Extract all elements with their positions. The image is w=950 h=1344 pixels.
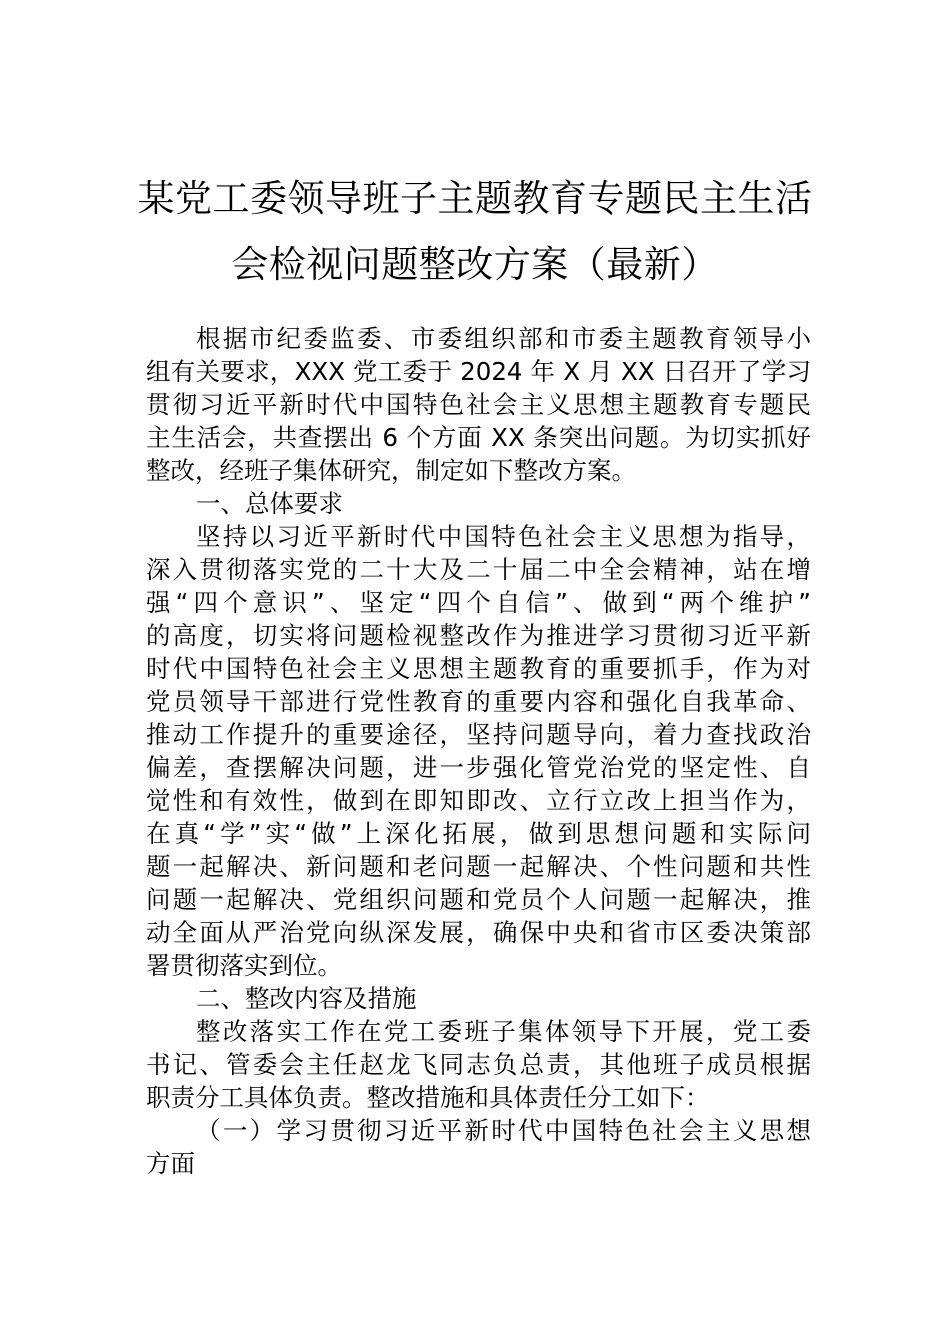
text-line: 动全面从严治党向纵深发展，确保中央和省市区委决策部 (146, 918, 811, 947)
heading-text: 二、整改内容及措施 (196, 984, 417, 1013)
section-heading-2 (146, 982, 811, 1015)
paragraph-general-requirements (146, 520, 811, 982)
text-line: 问题一起解决、党组织问题和党员个人问题一起解决，推 (146, 885, 811, 914)
text-line: 坚持以习近平新时代中国特色社会主义思想为指导， (196, 522, 811, 551)
text-line: 深入贯彻落实党的二十大及二十届二中全会精神，站在增 (146, 555, 811, 584)
text-line: 主生活会，共查摆出 6 个方面 XX 条突出问题。为切实抓好 (146, 423, 811, 452)
document-body (146, 322, 811, 1180)
text-line: 的高度，切实将问题检视整改作为推进学习贯彻习近平新 (146, 621, 811, 650)
text-line: 贯彻习近平新时代中国特色社会主义思想主题教育专题民 (146, 390, 811, 419)
text-line: 题一起解决、新问题和老问题一起解决、个性问题和共性 (146, 852, 811, 881)
text-line: 推动工作提升的重要途径，坚持问题导向，着力查找政治 (146, 720, 811, 749)
text-line: 职责分工具体负责。整改措施和具体责任分工如下： (146, 1083, 710, 1112)
text-line: 党员领导干部进行党性教育的重要内容和强化自我革命、 (146, 687, 811, 716)
text-line: 整改，经班子集体研究，制定如下整改方案。 (146, 456, 636, 485)
text-line: 书记、管委会主任赵龙飞同志负总责，其他班子成员根据 (146, 1050, 811, 1079)
text-line: （一）学习贯彻习近平新时代中国特色社会主义思想 (196, 1116, 811, 1145)
paragraph-rectification (146, 1015, 811, 1114)
heading-text: 一、总体要求 (196, 489, 343, 518)
paragraph-intro (146, 322, 811, 487)
text-line: 强“四个意识”、坚定“四个自信”、做到“两个维护” (146, 588, 811, 617)
document-title-line-1: 某党工委领导班子主题教育专题民主生活 (137, 177, 813, 220)
text-line: 根据市纪委监委、市委组织部和市委主题教育领导小 (196, 324, 811, 353)
text-line: 整改落实工作在党工委班子集体领导下开展，党工委 (196, 1017, 811, 1046)
text-line: 在真“学”实“做”上深化拓展，做到思想问题和实际问 (146, 819, 811, 848)
text-line: 组有关要求，XXX 党工委于 2024 年 X 月 XX 日召开了学习 (146, 357, 811, 386)
text-line: 署贯彻落实到位。 (146, 951, 342, 980)
text-line: 方面 (146, 1149, 195, 1178)
text-line: 偏差，查摆解决问题，进一步强化管党治党的坚定性、自 (146, 753, 811, 782)
subsection-heading-1 (146, 1114, 811, 1180)
section-heading-1 (146, 487, 811, 520)
text-line: 觉性和有效性，做到在即知即改、立行立改上担当作为， (146, 786, 811, 815)
text-line: 时代中国特色社会主义思想主题教育的重要抓手，作为对 (146, 654, 811, 683)
document-title-line-2: 会检视问题整改方案（最新） (231, 243, 719, 286)
